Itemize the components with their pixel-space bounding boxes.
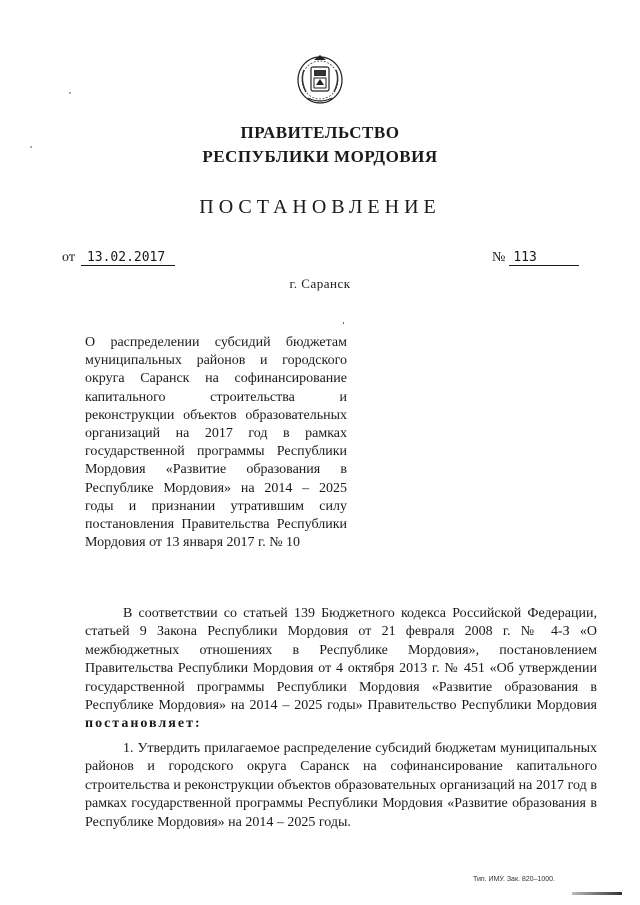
org-name-line1: ПРАВИТЕЛЬСТВО <box>240 123 400 142</box>
margin-tick <box>343 322 344 324</box>
date-prefix: от <box>62 250 75 265</box>
document-type: ПОСТАНОВЛЕНИЕ <box>199 196 441 218</box>
org-name-line2: РЕСПУБЛИКИ МОРДОВИЯ <box>202 147 438 166</box>
city: г. Саранск <box>289 276 351 291</box>
preamble-paragraph <box>85 605 597 734</box>
scan-speck <box>69 92 71 94</box>
date-field <box>62 250 175 266</box>
print-info: Тип. ИМУ. Зак. 820–1000. <box>473 876 555 883</box>
number-value: 113 <box>509 250 579 266</box>
coat-of-arms-icon <box>294 52 346 106</box>
resolution-keyword: постановляет: <box>85 716 202 732</box>
subject-block: О распределении субсидий бюджетам муниципальных районов и городского округа Саранск на софинансирование капитального строительства и реконструкции объектов образовательных организаций на 2017 год в рамках государственной программы Республики Мордовия «Развитие образования в Республике Мордовия» на 2014 – 2025 годы и признании утратившим силу постановления Правительства Республики Мордовия от 13 января 2017 г. № 10 <box>85 335 347 551</box>
number-prefix: № <box>492 250 506 265</box>
number-field <box>492 250 579 266</box>
scan-speck <box>30 146 32 148</box>
scan-edge-mark <box>572 892 622 895</box>
clause-1-paragraph: 1. Утвердить прилагаемое распределение субсидий бюджетам муниципальных районов и городского округа Саранск на софинансирование капитального строительства и реконструкции объектов образовательных организаций на 2017 год в рамках государственной программы Республики Мордовия «Развитие образования в Республике Мордовия» на 2014 – 2025 годы. <box>85 741 597 830</box>
date-value: 13.02.2017 <box>81 250 175 266</box>
preamble-text: В соответствии со статьей 139 Бюджетного кодекса Российской Федерации, статьей 9 Закона Республики Мордовия от 21 февраля 2008 г. № 4-З «О межбюджетных отношениях в Республике Мордовия», постановлением Правительства Республики Мордовия от 4 октября 2013 г. № 451 «Об утверждении государственной программы Республики Мордовия «Развитие образования в Республике Мордовия» на 2014 – 2025 годы» Правительство Республики Мордовия <box>85 606 597 714</box>
